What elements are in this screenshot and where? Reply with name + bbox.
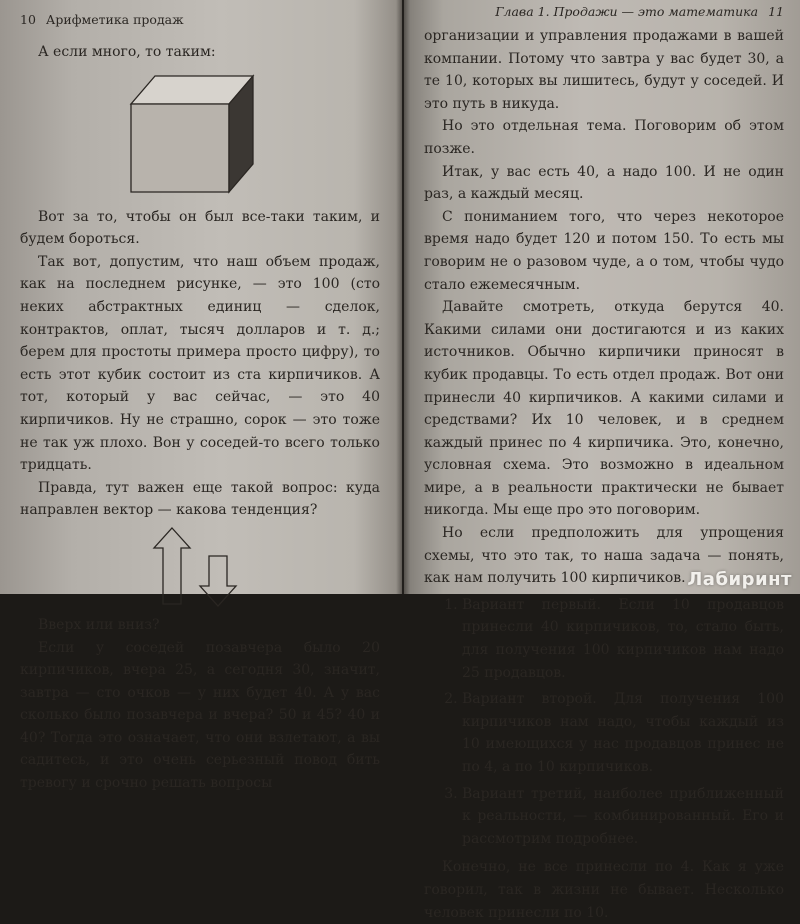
left-page-number: 10 [20, 12, 36, 27]
left-page [0, 0, 402, 792]
paragraph: Давайте смотреть, откуда берутся 40. Какими силами они достигаются и из каких источников. Обычно кирпичики приносят в кубик продавцы. То есть отдел продаж. Вот они принесли 40 кирпичиков. А какими силами и средствами? Их 10 человек, и в среднем каждый принес по 4 кирпичика. Это, конечно, условная схема. Это возможно в идеальном мире, а в реальности практически не бывает никогда. Мы еще про это поговорим. [424, 299, 784, 519]
cube-illustration [125, 70, 275, 198]
paragraph: Вот за то, чтобы он был все-таки таким, и будем бороться. [20, 208, 380, 248]
right-text [424, 25, 784, 924]
paragraph: Конечно, не все принесли по 4. Как я уже говорил, так в жизни не бывает. Несколько человек принесли по 10. [424, 859, 784, 921]
left-text [20, 41, 380, 795]
up-down-arrows [150, 526, 250, 608]
list-item: 3. Вариант третий, наиболее приближенный к реальности, — комбинированный. Его и рассмотрим подробнее. [462, 783, 784, 851]
left-running-head [20, 12, 380, 27]
right-page [404, 0, 800, 921]
right-page-number: 11 [768, 4, 784, 19]
left-running-title: Арифметика продаж [45, 12, 184, 27]
arrows-figure [20, 526, 380, 608]
paragraph: организации и управления продажами в вашей компании. Потому что завтра у вас будет 30, а те 10, которых вы лишитесь, будут у соседей. И это путь в никуда. [424, 28, 784, 112]
watermark: Лабиринт [687, 569, 792, 590]
paragraph: Итак, у вас есть 40, а надо 100. И не один раз, а каждый месяц. [424, 163, 784, 203]
list-item: 1. Вариант первый. Если 10 продавцов принесли 40 кирпичиков, то, стало быть, для получения 100 кирпичиков нам надо 25 продавцов. [462, 594, 784, 684]
paragraph: Правда, тут важен еще такой вопрос: куда направлен вектор — какова тенденция? [20, 479, 380, 519]
right-running-title: Глава 1. Продажи — это математика [495, 4, 759, 19]
cube-figure [20, 70, 380, 198]
paragraph: Но это отдельная тема. Поговорим об этом позже. [424, 118, 784, 157]
paragraph: Если у соседей позавчера было 20 кирпичиков, вчера 25, а сегодня 30, значит, завтра — сто очков — у них будет 40. А у вас сколько было позавчера и вчера? 50 и 45? 40 и 40? Тогда это означает, что они взлетают, а вы садитесь, и это очень серьезный повод бить тревогу и срочно решать вопросы [20, 639, 380, 792]
right-running-head [424, 4, 784, 19]
paragraph: Но если предположить для упрощения схемы, что это так, то наша задача — понять, как нам получить 100 кирпичиков. [424, 525, 784, 587]
variants-list [424, 594, 784, 851]
paragraph: Вверх или вниз? [38, 616, 160, 633]
paragraph: Так вот, допустим, что наш объем продаж, как на последнем рисунке, — это 100 (сто неких абстрактных единиц — сделок, контрактов, оплат, тысяч долларов и т. д.; берем для простоты примера просто цифру), то есть этот кубик состоит из ста кирпичиков. А тот, который у вас сейчас, — это 40 кирпичиков. Ну не страшно, сорок — это тоже не так уж плохо. Вон у соседей-то всего только тридцать. [20, 253, 380, 474]
book-spine [396, 0, 410, 594]
paragraph: С пониманием того, что через некоторое время надо будет 120 и потом 150. То есть мы говорим не о разовом чуде, а о том, чтобы чудо стало ежемесячным. [424, 208, 784, 293]
arrow-down-icon [200, 556, 236, 606]
list-item: 2. Вариант второй. Для получения 100 кирпичиков нам надо, чтобы каждый из 10 имеющихся у нас продавцов принес не по 4, а по 10 кирпичиков. [462, 688, 784, 778]
arrow-up-icon [154, 528, 190, 604]
paragraph: А если много, то таким: [38, 44, 216, 60]
